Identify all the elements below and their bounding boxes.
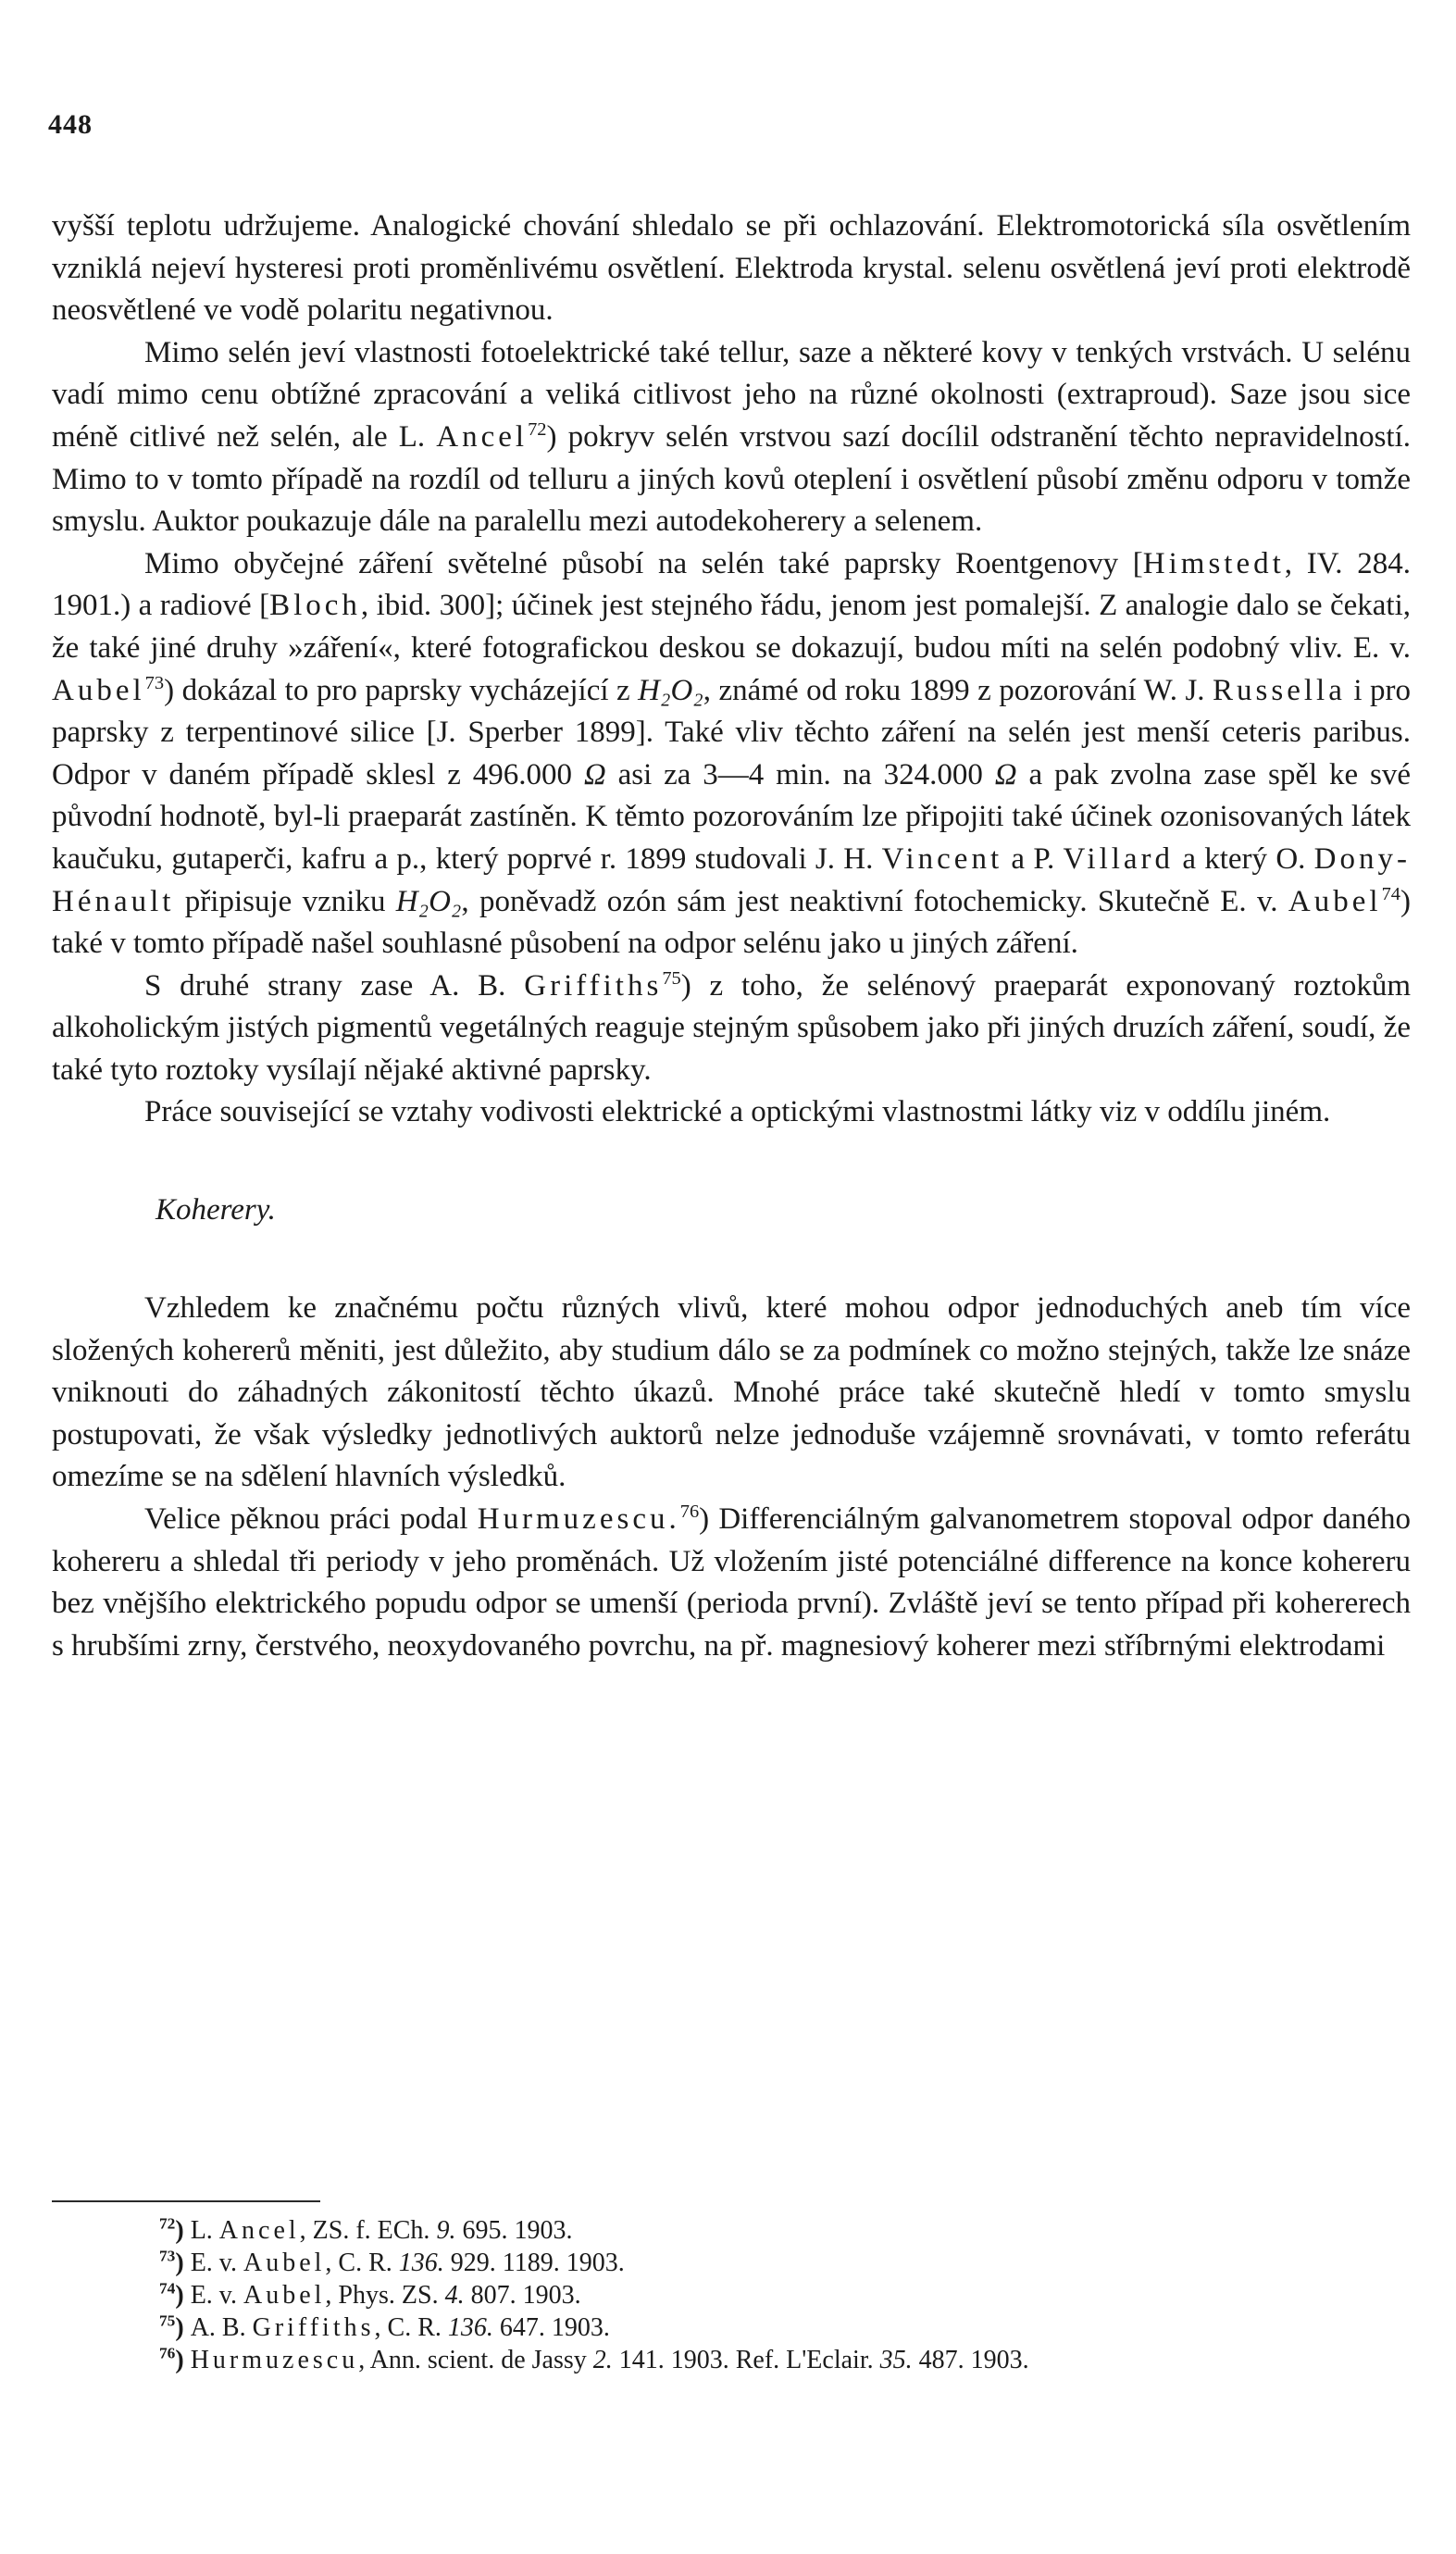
text-run: připisuje vzniku [174,884,396,918]
text-run: 647. 1903. [492,2313,610,2342]
paragraph [52,1499,1411,1667]
footnote-number: $^{73}$) [159,2247,191,2277]
text-run: ) dokázal to pro paprsky vycházející z [164,673,639,707]
footnote-ref: 76 [679,1501,700,1523]
text-run: , poněvadž ozón sám jest neaktivní fotochemicky. Skutečně E. v. [461,884,1288,918]
paragraphs-after-heading [52,1288,1411,1667]
text-run: E. v. [190,2249,243,2277]
paragraph [52,206,1411,332]
text-run: a pak zvolna zase spěl ke své původní hodnotě, byl-li praeparát zastíněn. K těmto pozorováním lze připojiti také účinek ozonisovaných látek kaučuku, gutaperči, kafru a p., který poprvé r. 1899 studovali J. H. [52,757,1411,876]
footnote-ref: 72 [528,418,547,440]
footnote [159,2344,1418,2376]
paragraph [52,543,1411,966]
text-run: Mimo selén jeví vlastnosti fotoelektrické také tellur, saze a některé kovy v tenkých vrstvách. U selénu vadí mimo cenu obtížné zpracování a veliká citlivost jeho na různé okolnosti (extraproud). Saze jsou sice méně citlivé než selén, ale L. [52,335,1411,454]
text-run: , Phys. ZS. [325,2281,445,2310]
author-name: Ancel [218,2216,300,2245]
footnote-ref: 75 [662,967,681,989]
author-name: Aubel [243,2281,326,2310]
italic-text: 2. [592,2346,613,2374]
text-run: Vzhledem ke značnému počtu různých vlivů, které mohou odpor jednoduchých aneb tím více složených kohererů měniti, jest důležito, aby studium dálo se za podmínek co možno stejných, takže lze snáze vniknouti do záhadných zákonitostí těchto úkazů. Mnohé práce také skutečně hledí v tomto smyslu postupovati, že však výsledky jednotlivých auktorů nelze jednoduše vzájemně srovnávati, v tomto referátu omezíme se na sdělení hlavních výsledků. [52,1291,1411,1494]
text-run: a P. [1002,841,1064,876]
author-name: Vincent [881,841,1003,876]
footnote-number-sup: 73 [159,2247,176,2265]
footnote-number-sup: 75 [159,2311,176,2330]
author-name: Bloch [269,589,361,623]
text-run: , ZS. f. ECh. [299,2216,437,2245]
author-name: Dony-Hénault [52,841,1411,918]
paragraphs-before-heading [52,206,1411,1134]
author-name: Himstedt [1142,546,1285,580]
text-run: 929. 1189. 1903. [443,2249,625,2277]
text-run: ) pokryv selén vrstvou sazí docílil odstranění těchto nepravidelností. Mimo to v tomto případě na rozdíl od telluru a jiných kovů oteplení i osvětlení působí změnu odporu v tomže smyslu. Auktor poukazuje dále na paralellu mezi autodekoherery a selenem. [52,419,1412,539]
text-run: A. B. [190,2313,253,2342]
author-name: Hurmuzescu. [477,1502,680,1537]
italic-text: 136. [398,2249,444,2277]
footnote-number: $^{72}$) [159,2214,191,2245]
footnote-ref: 74 [1381,883,1400,904]
footnote-number-sup: 76 [159,2344,176,2362]
text-run: vyšší teplotu udržujeme. Analogické chování shledalo se při ochlazování. Elektromotorická síla osvětlením vzniklá nejeví hysteresi proti proměnlivému osvětlení. Elektroda krystal. selenu osvětlená jeví proti elektrodě neosvětlené ve vodě polaritu negativnou. [52,209,1411,328]
section-heading: Koherery. [156,1193,276,1227]
text-run: 141. 1903. Ref. L'Eclair. [612,2346,880,2374]
footnote [159,2279,1418,2311]
footnote-ref: 73 [144,672,165,693]
footnote-number-sup: 74 [159,2279,176,2298]
footnote-number: $^{76}$) [159,2344,191,2374]
body-text [52,206,1411,1667]
author-name: Griffiths [524,968,663,1003]
italic-text: 9. [436,2216,456,2245]
footnote [159,2214,1418,2247]
text-run: 695. 1903. [455,2216,573,2245]
italic-text: 4. [444,2281,465,2310]
footnote-number: $^{75}$) [159,2311,191,2342]
text-run: , C. R. [325,2249,399,2277]
text-run: a který O. [1174,841,1314,876]
text-run: ) Differenciálným galvanometrem stopoval odpor daného kohereru a shledal tři periody v jeho proměnách. Už vložením jisté potenciálné difference na konce kohereru bez vnějšího elektrického popudu odpor se umenší (perioda první). Zvláště jeví se tento případ při kohererech s hrubšími zrny, čerstvého, neoxydovaného povrchu, na př. magnesiový koherer mezi stříbrnými elektrodami [52,1502,1411,1663]
footnotes [159,2214,1418,2376]
text-run: , známé od roku 1899 z pozorování W. J. [703,673,1213,707]
paragraph [52,1091,1411,1134]
text-run: Práce související se vztahy vodivosti elektrické a optickými vlastnostmi látky viz v oddílu jiném. [144,1095,1331,1129]
italic-text: 35. [879,2346,913,2374]
page-number: 448 [48,109,93,140]
text-run: , Ann. scient. de Jassy [358,2346,593,2374]
author-name: Villard [1063,841,1175,876]
author-name: Aubel [243,2249,326,2277]
text-run: Mimo obyčejné záření světelné působí na selén také paprsky Roentgenovy [ [144,546,1143,580]
author-name: Hurmuzescu [190,2346,359,2374]
italic-text: H₂O₂ [638,673,703,707]
paragraph [52,1288,1411,1499]
author-name: Russella [1213,673,1346,707]
text-run: ) také v tomto případě našel souhlasné působení na odpor selénu jako u jiných záření. [52,884,1411,961]
text-run: S druhé strany zase A. B. [144,968,525,1003]
italic-text: Ω [994,757,1017,791]
paragraph [52,966,1411,1092]
text-run: , C. R. [374,2313,448,2342]
text-run: L. [190,2216,219,2245]
author-name: Ancel [436,419,529,454]
text-run: asi za 3—4 min. na 324.000 [605,757,995,791]
text-run: 807. 1903. [464,2281,581,2310]
author-name: Aubel [1288,884,1382,918]
text-run: E. v. [190,2281,243,2310]
italic-text: 136. [447,2313,493,2342]
italic-text: Ω [583,757,606,791]
text-run: i pro paprsky z terpentinové silice [J. Sperber 1899]. Také vliv těchto záření na selén jest menší ceteris paribus. Odpor v daném případě sklesl z 496.000 [52,673,1412,791]
footnote-number: $^{74}$) [159,2279,191,2310]
author-name: Aubel [52,673,145,707]
footnote [159,2311,1418,2344]
text-run: , IV. 284. 1901.) a radiové [ [52,546,1411,623]
text-run: ) z toho, že selénový praeparát exponovaný roztokům alkoholickým jistých pigmentů vegetálných reaguje stejným spůsobem jako při jiných druzích záření, soudí, že také tyto roztoky vysílají nějaké aktivné paprsky. [52,968,1412,1087]
text-run: 487. 1903. [912,2346,1029,2374]
text-run: Velice pěknou práci podal [144,1502,478,1537]
author-name: Griffiths [252,2313,375,2342]
text-run: , ibid. 300]; účinek jest stejného řádu, jenom jest pomalejší. Z analogie dalo se čekati, že také jiné druhy »záření«, které fotografickou deskou se dokazují, budou míti na selén podobný vliv. E. v. [52,589,1412,665]
italic-text: H₂O₂ [395,884,462,918]
footnote [159,2247,1418,2279]
footnote-number-sup: 72 [159,2214,176,2233]
footnote-separator [52,2200,320,2202]
paragraph [52,332,1411,543]
